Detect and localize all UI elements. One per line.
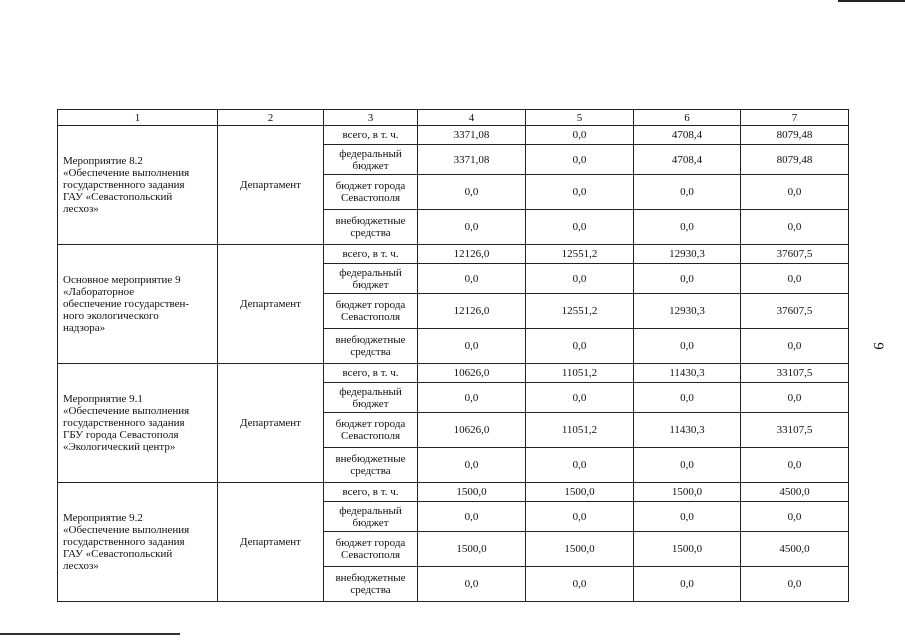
amount-cell: 0,0 [634, 448, 741, 483]
budget-table-body [58, 110, 849, 602]
page-number: 9 [870, 342, 886, 350]
column-header: 6 [634, 110, 741, 126]
executor-cell: Департамент [218, 364, 324, 483]
funding-source-cell [324, 210, 418, 245]
amount-cell: 1500,0 [526, 483, 634, 502]
amount-cell: 12126,0 [418, 294, 526, 329]
funding-source-line: средства [350, 346, 391, 358]
amount-cell: 10626,0 [418, 364, 526, 383]
funding-source-line: бюджет [352, 516, 389, 529]
amount-cell: 1500,0 [634, 532, 741, 567]
amount-cell: 10626,0 [418, 413, 526, 448]
funding-source-line: средства [350, 227, 391, 239]
amount-cell: 0,0 [418, 264, 526, 294]
amount-cell: 11430,3 [634, 364, 741, 383]
funding-source-line: всего, в т. ч. [342, 129, 399, 141]
amount-cell: 0,0 [741, 567, 849, 602]
funding-source-line: бюджет города [335, 418, 406, 430]
funding-source-line: федеральный [339, 385, 402, 398]
amount-cell: 0,0 [418, 383, 526, 413]
measure-name-line: «Обеспечение выполнения [63, 524, 190, 536]
measure-name-line: лесхоз» [63, 203, 99, 215]
amount-cell: 37607,5 [741, 245, 849, 264]
funding-source-line: бюджет города [335, 299, 406, 311]
funding-source-line: внебюджетные [335, 334, 406, 346]
measure-name-line: лесхоз» [63, 560, 99, 572]
funding-source-line: внебюджетные [335, 215, 406, 227]
measure-name-cell [58, 126, 218, 245]
amount-cell: 0,0 [418, 175, 526, 210]
funding-source-line: средства [350, 584, 391, 596]
amount-cell: 0,0 [526, 264, 634, 294]
funding-source-line: бюджет [352, 159, 389, 172]
measure-name-line: ного экологического [63, 310, 159, 322]
funding-source-cell [324, 294, 418, 329]
funding-source-cell [324, 383, 418, 413]
amount-cell: 4500,0 [741, 483, 849, 502]
amount-cell: 0,0 [418, 502, 526, 532]
measure-name-line: «Экологический центр» [63, 441, 176, 453]
funding-source-cell [324, 175, 418, 210]
amount-cell: 0,0 [526, 175, 634, 210]
measure-name-line: государственного задания [63, 417, 185, 429]
column-header: 4 [418, 110, 526, 126]
funding-source-line: всего, в т. ч. [342, 248, 399, 260]
funding-source-line: федеральный [339, 504, 402, 517]
amount-cell: 0,0 [741, 264, 849, 294]
measure-name-line: Основное мероприятие 9 [63, 274, 181, 286]
funding-source-cell [324, 364, 418, 383]
executor-cell: Департамент [218, 245, 324, 364]
measure-name-cell [58, 364, 218, 483]
funding-source-cell [324, 264, 418, 294]
amount-cell: 0,0 [526, 329, 634, 364]
amount-cell: 0,0 [741, 502, 849, 532]
measure-name-line: Мероприятие 9.2 [63, 512, 143, 524]
amount-cell: 0,0 [526, 210, 634, 245]
column-header: 3 [324, 110, 418, 126]
amount-cell: 0,0 [634, 210, 741, 245]
amount-cell: 0,0 [418, 210, 526, 245]
funding-source-cell [324, 145, 418, 175]
amount-cell: 0,0 [526, 448, 634, 483]
funding-source-line: бюджет [352, 397, 389, 410]
measure-name-line: государственного задания [63, 179, 185, 191]
funding-source-cell [324, 532, 418, 567]
amount-cell: 0,0 [526, 567, 634, 602]
measure-name-line: государственного задания [63, 536, 185, 548]
amount-cell: 4708,4 [634, 145, 741, 175]
amount-cell: 8079,48 [741, 145, 849, 175]
amount-cell: 0,0 [634, 502, 741, 532]
table-row [58, 483, 849, 502]
executor-cell: Департамент [218, 483, 324, 602]
amount-cell: 37607,5 [741, 294, 849, 329]
funding-source-cell [324, 502, 418, 532]
funding-source-line: федеральный [339, 147, 402, 160]
funding-source-line: бюджет [352, 278, 389, 291]
scan-edge-line-top [838, 0, 905, 2]
amount-cell: 11430,3 [634, 413, 741, 448]
measure-name-line: Мероприятие 8.2 [63, 155, 143, 167]
budget-table [57, 109, 849, 602]
measure-name-line: ГАУ «Севастопольский [63, 548, 173, 560]
column-header: 2 [218, 110, 324, 126]
funding-source-cell [324, 483, 418, 502]
funding-source-cell [324, 413, 418, 448]
funding-source-line: средства [350, 465, 391, 477]
column-header: 5 [526, 110, 634, 126]
table-row [58, 126, 849, 145]
measure-name-line: «Обеспечение выполнения [63, 167, 190, 179]
amount-cell: 0,0 [526, 383, 634, 413]
funding-source-line: бюджет города [335, 180, 406, 192]
amount-cell: 3371,08 [418, 126, 526, 145]
amount-cell: 0,0 [741, 448, 849, 483]
amount-cell: 11051,2 [526, 364, 634, 383]
amount-cell: 1500,0 [418, 532, 526, 567]
table-row [58, 245, 849, 264]
amount-cell: 12126,0 [418, 245, 526, 264]
table-header-row [58, 110, 849, 126]
funding-source-line: Севастополя [340, 430, 401, 442]
scan-edge-line-bottom [0, 633, 180, 635]
amount-cell: 12551,2 [526, 245, 634, 264]
funding-source-line: внебюджетные [335, 453, 406, 465]
funding-source-cell [324, 448, 418, 483]
amount-cell: 0,0 [418, 567, 526, 602]
measure-name-line: ГБУ города Севастополя [63, 429, 179, 441]
measure-name-line: Мероприятие 9.1 [63, 393, 143, 405]
amount-cell: 0,0 [741, 383, 849, 413]
executor-cell: Департамент [218, 126, 324, 245]
funding-source-line: внебюджетные [335, 572, 406, 584]
amount-cell: 11051,2 [526, 413, 634, 448]
funding-source-line: Севастополя [340, 311, 401, 323]
amount-cell: 0,0 [418, 329, 526, 364]
measure-name-line: «Лабораторное [63, 286, 135, 298]
funding-source-cell [324, 126, 418, 145]
funding-source-cell [324, 567, 418, 602]
funding-source-cell [324, 245, 418, 264]
amount-cell: 3371,08 [418, 145, 526, 175]
measure-name-line: ГАУ «Севастопольский [63, 191, 173, 203]
column-header: 7 [741, 110, 849, 126]
amount-cell: 33107,5 [741, 364, 849, 383]
amount-cell: 8079,48 [741, 126, 849, 145]
amount-cell: 12930,3 [634, 294, 741, 329]
amount-cell: 0,0 [634, 264, 741, 294]
amount-cell: 1500,0 [526, 532, 634, 567]
amount-cell: 33107,5 [741, 413, 849, 448]
measure-name-line: надзора» [63, 322, 106, 334]
amount-cell: 0,0 [526, 126, 634, 145]
amount-cell: 0,0 [526, 145, 634, 175]
measure-name-line: обеспечение государствен- [63, 298, 190, 310]
amount-cell: 1500,0 [418, 483, 526, 502]
amount-cell: 4500,0 [741, 532, 849, 567]
funding-source-line: всего, в т. ч. [342, 486, 399, 498]
amount-cell: 0,0 [418, 448, 526, 483]
amount-cell: 0,0 [741, 175, 849, 210]
measure-name-cell [58, 245, 218, 364]
amount-cell: 1500,0 [634, 483, 741, 502]
amount-cell: 0,0 [634, 329, 741, 364]
funding-source-line: Севастополя [340, 549, 401, 561]
amount-cell: 0,0 [634, 383, 741, 413]
funding-source-line: федеральный [339, 266, 402, 279]
amount-cell: 4708,4 [634, 126, 741, 145]
column-header: 1 [58, 110, 218, 126]
amount-cell: 12930,3 [634, 245, 741, 264]
amount-cell: 0,0 [741, 329, 849, 364]
funding-source-line: бюджет города [335, 537, 406, 549]
measure-name-cell [58, 483, 218, 602]
funding-source-line: всего, в т. ч. [342, 367, 399, 379]
funding-source-line: Севастополя [340, 192, 401, 204]
amount-cell: 12551,2 [526, 294, 634, 329]
table-row [58, 364, 849, 383]
amount-cell: 0,0 [634, 175, 741, 210]
amount-cell: 0,0 [634, 567, 741, 602]
measure-name-line: «Обеспечение выполнения [63, 405, 190, 417]
amount-cell: 0,0 [741, 210, 849, 245]
funding-source-cell [324, 329, 418, 364]
amount-cell: 0,0 [526, 502, 634, 532]
